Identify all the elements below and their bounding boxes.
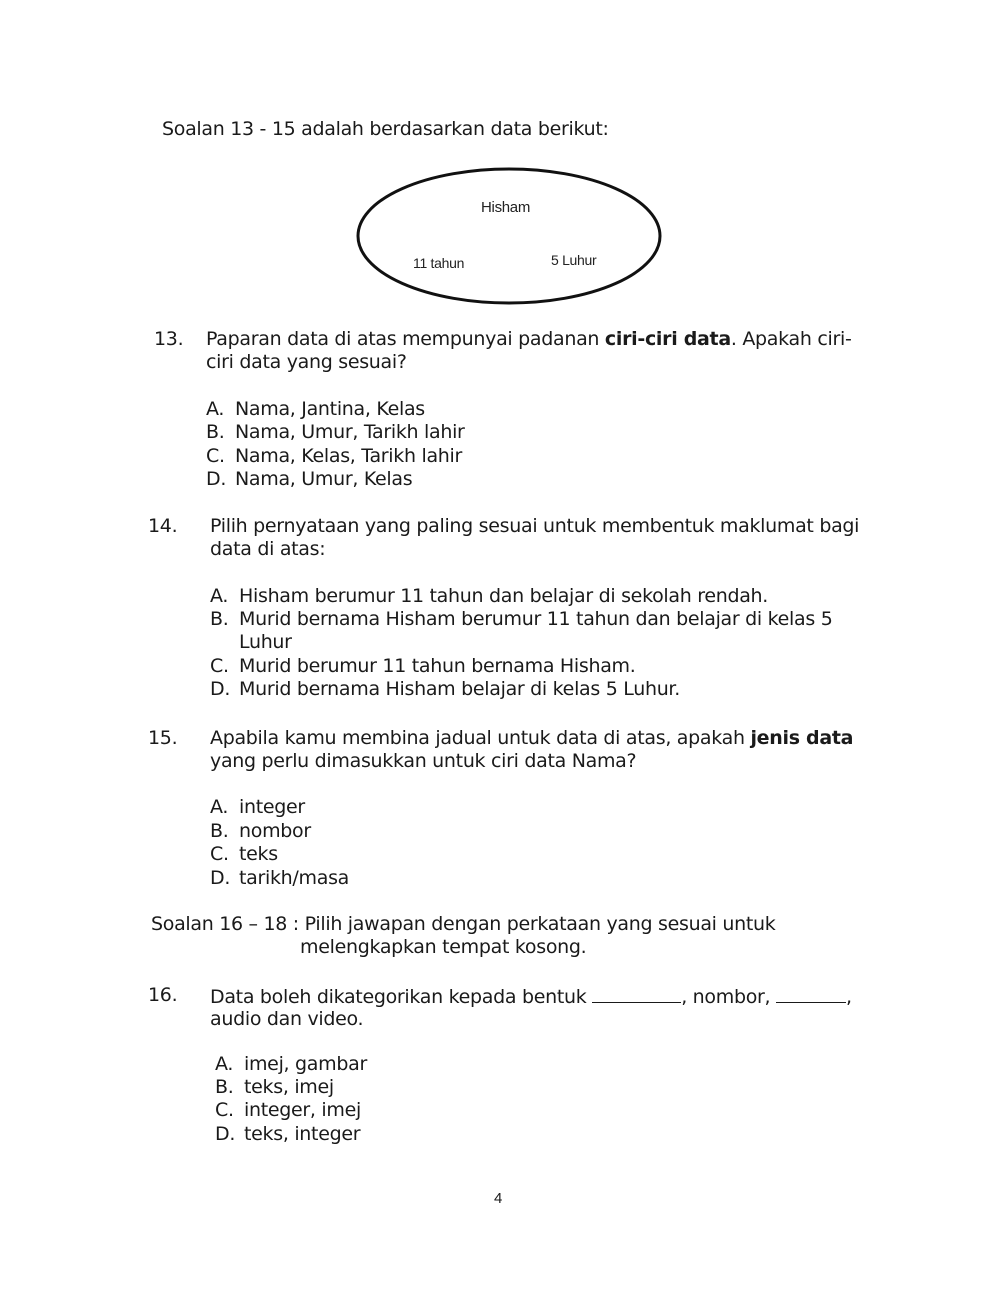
option-text: teks [239, 843, 278, 865]
option-text: integer, imej [244, 1099, 361, 1121]
question-number: 16. [148, 984, 178, 1006]
option-letter: D. [215, 1123, 236, 1145]
fill-in-blank-2[interactable] [776, 984, 846, 1003]
text-segment: Paparan data di atas mempunyai padanan [206, 328, 605, 350]
option-a[interactable] [210, 585, 768, 608]
option-d[interactable] [215, 1123, 360, 1146]
option-b-line2: Luhur [239, 631, 292, 653]
section-intro-16-18-line1: Soalan 16 – 18 : Pilih jawapan dengan perkataan yang sesuai untuk [151, 913, 776, 935]
option-c[interactable] [210, 655, 636, 678]
diagram-ellipse [358, 169, 660, 303]
option-a[interactable] [215, 1053, 367, 1076]
option-c[interactable] [210, 843, 278, 866]
option-letter: B. [210, 608, 229, 630]
option-text: Nama, Umur, Tarikh lahir [235, 421, 465, 443]
question-number: 14. [148, 515, 178, 537]
option-letter: A. [210, 796, 229, 818]
fill-in-blank-1[interactable] [592, 984, 681, 1003]
section-intro-16-18-line2: melengkapkan tempat kosong. [300, 936, 587, 958]
option-b[interactable] [206, 421, 465, 444]
option-letter: A. [215, 1053, 234, 1075]
bold-keyword: jenis data [750, 727, 854, 749]
diagram-age-label: 11 tahun [413, 255, 465, 271]
option-text: integer [239, 796, 305, 818]
text-segment: Data boleh dikategorikan kepada bentuk [210, 986, 593, 1008]
bold-keyword: ciri-ciri data [604, 328, 731, 350]
option-c[interactable] [215, 1099, 361, 1122]
diagram-class-label: 5 Luhur [551, 252, 597, 268]
option-b[interactable] [210, 608, 832, 631]
option-d[interactable] [210, 678, 680, 701]
option-text: teks, imej [244, 1076, 334, 1098]
option-letter: A. [210, 585, 229, 607]
question-number: 13. [154, 328, 184, 350]
section-intro-13-15: Soalan 13 - 15 adalah berdasarkan data berikut: [162, 118, 609, 140]
diagram-name-label: Hisham [481, 199, 531, 216]
option-d[interactable] [210, 867, 349, 890]
option-text: teks, integer [244, 1123, 361, 1145]
option-d[interactable] [206, 468, 412, 491]
question-text-line2: data di atas: [210, 538, 326, 560]
question-text-line1 [206, 328, 852, 351]
option-letter: D. [206, 468, 227, 490]
option-letter: C. [210, 843, 229, 865]
question-text-line2: yang perlu dimasukkan untuk ciri data Nama? [210, 750, 637, 772]
option-text: tarikh/masa [239, 867, 350, 889]
question-text-line1 [210, 727, 853, 750]
text-segment: Apabila kamu membina jadual untuk data di atas, apakah [210, 727, 751, 749]
option-text: Nama, Umur, Kelas [235, 468, 413, 490]
option-letter: C. [215, 1099, 234, 1121]
option-text: Murid bernama Hisham belajar di kelas 5 Luhur. [239, 678, 680, 700]
question-text-line2: ciri data yang sesuai? [206, 351, 407, 373]
option-text: Nama, Jantina, Kelas [235, 398, 425, 420]
option-text: Nama, Kelas, Tarikh lahir [235, 445, 463, 467]
option-text: imej, gambar [244, 1053, 367, 1075]
option-letter: B. [206, 421, 225, 443]
option-a[interactable] [206, 398, 425, 421]
option-c[interactable] [206, 445, 462, 468]
option-text: Murid bernama Hisham berumur 11 tahun dan belajar di kelas 5 [239, 608, 833, 630]
page-number: 4 [494, 1190, 503, 1207]
option-letter: B. [210, 820, 229, 842]
question-text-line1: Pilih pernyataan yang paling sesuai untuk membentuk maklumat bagi [210, 515, 860, 537]
text-segment: . Apakah ciri- [730, 328, 852, 350]
option-b[interactable] [210, 820, 311, 843]
option-letter: C. [206, 445, 225, 467]
question-text-line1 [210, 984, 852, 1009]
data-diagram [350, 162, 670, 312]
option-text: Hisham berumur 11 tahun dan belajar di sekolah rendah. [239, 585, 769, 607]
option-letter: D. [210, 867, 231, 889]
question-number: 15. [148, 727, 178, 749]
option-text: Murid berumur 11 tahun bernama Hisham. [239, 655, 636, 677]
option-letter: D. [210, 678, 231, 700]
option-a[interactable] [210, 796, 305, 819]
question-text-line2: audio dan video. [210, 1008, 364, 1030]
option-text: nombor [239, 820, 311, 842]
text-segment: , nombor, [681, 986, 777, 1008]
option-letter: C. [210, 655, 229, 677]
option-letter: B. [215, 1076, 234, 1098]
option-letter: A. [206, 398, 225, 420]
text-segment: , [846, 986, 852, 1008]
option-b[interactable] [215, 1076, 334, 1099]
